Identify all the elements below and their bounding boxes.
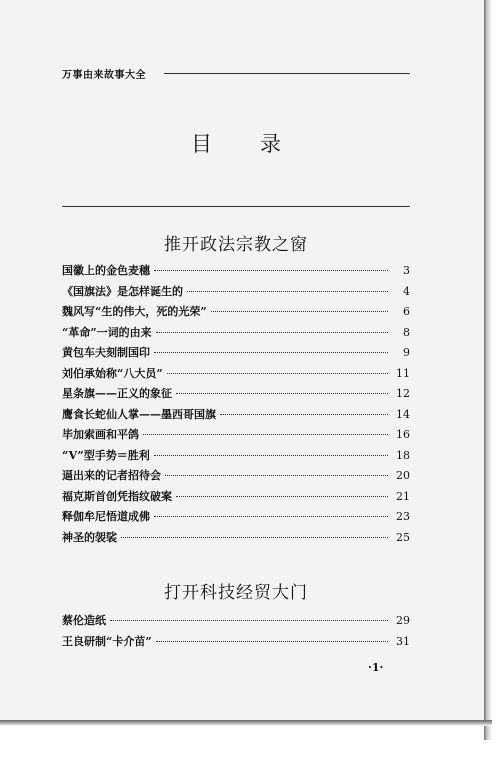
entry-page: 25	[396, 530, 410, 544]
toc-entry[interactable]	[62, 508, 410, 529]
leader-dots	[154, 270, 388, 271]
leader-dots	[154, 352, 388, 353]
entry-page: 20	[396, 469, 410, 482]
entry-page: 29	[396, 614, 410, 627]
entry-page: 12	[396, 387, 410, 400]
page-edge-shadow	[484, 0, 492, 740]
toc-entry[interactable]	[62, 467, 410, 488]
entry-title: 《国旗法》是怎样诞生的	[62, 284, 183, 298]
entry-title: 鹰食长蛇仙人掌——墨西哥国旗	[62, 407, 216, 421]
toc-entry[interactable]	[62, 529, 410, 550]
page-number: ·1·	[368, 661, 384, 674]
entry-page: 3	[403, 264, 410, 277]
toc-entry[interactable]	[62, 488, 410, 509]
toc-title: 目录	[191, 132, 329, 156]
toc-entry[interactable]	[62, 385, 410, 406]
title-rule	[62, 206, 410, 207]
entry-title: 逼出来的记者招待会	[62, 469, 161, 482]
toc-entry[interactable]	[62, 612, 410, 633]
entry-title: 刘伯承始称“八大员”	[62, 366, 163, 380]
entry-page: 9	[403, 346, 410, 359]
leader-dots	[143, 434, 388, 435]
entry-page: 18	[396, 448, 410, 462]
toc-entries-science	[62, 612, 410, 653]
entry-page: 14	[396, 407, 410, 421]
entry-page: 6	[403, 305, 410, 318]
leader-dots	[220, 414, 388, 415]
entry-title: 魏风写“生的伟大，死的光荣”	[62, 305, 207, 318]
entry-page: 31	[396, 634, 410, 648]
entry-page: 16	[396, 428, 410, 441]
entry-page: 11	[396, 366, 410, 380]
toc-entry[interactable]	[62, 303, 410, 324]
entry-title: 星条旗——正义的象征	[62, 387, 172, 400]
running-header-title: 万事由来故事大全	[62, 70, 146, 81]
entry-title: 蔡伦造纸	[62, 614, 106, 627]
entry-title: 王良研制“卡介苗”	[62, 634, 152, 648]
entry-page: 23	[396, 510, 410, 523]
toc-entries-politics	[62, 262, 410, 549]
entry-title: “V”型手势＝胜利	[62, 448, 150, 462]
toc-entry[interactable]	[62, 262, 410, 283]
toc-entry[interactable]	[62, 426, 410, 447]
leader-dots	[154, 516, 388, 517]
leader-dots	[187, 291, 388, 292]
entry-title: 福克斯首创凭指纹破案	[62, 489, 172, 503]
leader-dots	[176, 393, 388, 394]
page-bottom-shadow	[0, 720, 492, 726]
toc-entry[interactable]	[62, 283, 410, 304]
leader-dots	[211, 311, 388, 312]
entry-title: 神圣的袈裟	[62, 530, 117, 544]
toc-entry[interactable]	[62, 447, 410, 468]
header-rule	[164, 73, 410, 74]
leader-dots	[165, 475, 388, 476]
toc-entry[interactable]	[62, 365, 410, 386]
leader-dots	[156, 332, 388, 333]
entry-title: 释伽牟尼悟道成佛	[62, 510, 150, 523]
entry-page: 8	[403, 325, 410, 339]
entry-page: 21	[396, 489, 410, 503]
toc-entry[interactable]	[62, 344, 410, 365]
leader-dots	[156, 641, 388, 642]
toc-entry[interactable]	[62, 406, 410, 427]
leader-dots	[176, 496, 388, 497]
leader-dots	[121, 537, 388, 538]
leader-dots	[154, 455, 388, 456]
leader-dots	[110, 620, 388, 621]
section-heading-politics: 推开政法宗教之窗	[164, 235, 308, 255]
entry-title: 毕加索画和平鸽	[62, 428, 139, 441]
entry-title: 国徽上的金色麦穗	[62, 264, 150, 277]
entry-title: 黄包车夫刻制国印	[62, 346, 150, 359]
toc-entry[interactable]	[62, 633, 410, 654]
entry-page: 4	[403, 284, 410, 298]
entry-title: “革命”一词的由来	[62, 325, 152, 339]
leader-dots	[167, 373, 388, 374]
toc-entry[interactable]	[62, 324, 410, 345]
section-heading-science: 打开科技经贸大门	[164, 583, 308, 603]
